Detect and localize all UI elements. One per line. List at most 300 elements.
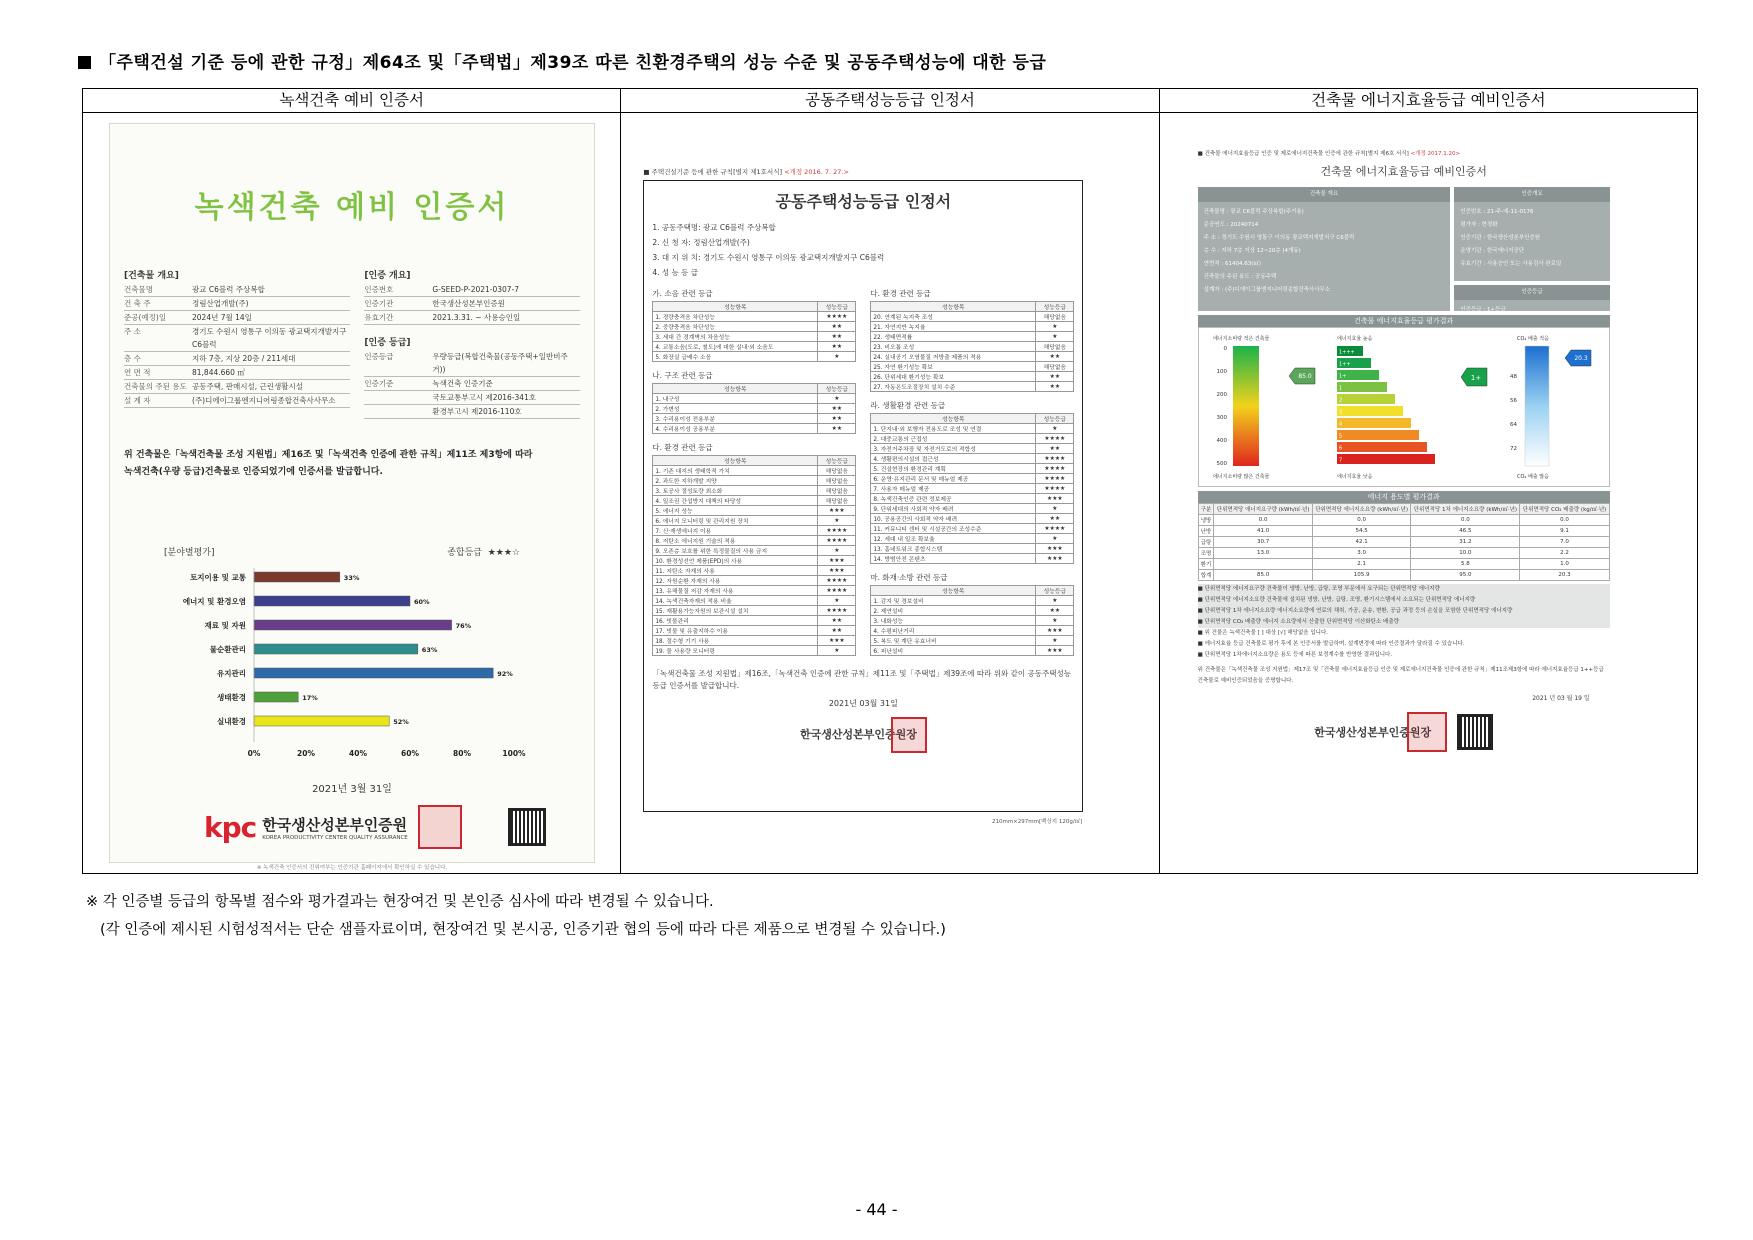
use-cell: 0.0 <box>1520 515 1609 526</box>
grade-row <box>871 494 1074 504</box>
grade-value: ★★ <box>1036 382 1074 392</box>
qr-code <box>1457 714 1493 750</box>
grade-band-label: 7 <box>1338 457 1342 464</box>
grade-group <box>652 370 856 434</box>
left-scale-tick: 200 <box>1216 392 1227 398</box>
grade-value: ★★★★ <box>1036 524 1074 534</box>
bar-value-label: 92% <box>497 670 513 678</box>
grade-item: 7. 신·재생에너지 이용 <box>653 526 818 536</box>
use-row <box>1198 559 1609 570</box>
grade-value: ★ <box>1036 322 1074 332</box>
column-body <box>1160 113 1697 873</box>
top-note-revision: <개정 2017.1.20> <box>1410 151 1461 157</box>
use-cell: 2.2 <box>1520 548 1609 559</box>
grade-band <box>1337 418 1411 428</box>
grade-row <box>653 506 856 516</box>
grade-value: ★★★★ <box>818 312 856 322</box>
grade-table <box>870 413 1074 564</box>
grade-group <box>652 288 856 362</box>
grade-band-label: 6 <box>1338 445 1342 452</box>
grade-header-grade: 성능등급 <box>818 456 856 466</box>
grade-marker-label: 1+ <box>1470 374 1481 382</box>
grade-value: ★★ <box>818 414 856 424</box>
top-note: ■ 주택건설기준 등에 관한 규칙[별지 제1호서식] <box>643 168 783 176</box>
grade-value: 해당없음 <box>818 496 856 506</box>
primary-value: 85.0 <box>1297 373 1312 380</box>
issuer-name-en: KOREA PRODUCTIVITY CENTER QUALITY ASSURANCE <box>262 834 408 841</box>
energy-grade-graphic <box>1199 328 1609 486</box>
grade-header-item: 성능항목 <box>653 456 818 466</box>
top-note-revision: <개정 2016. 7. 27.> <box>784 168 849 176</box>
grade-row <box>871 312 1074 322</box>
use-cell: 조명 <box>1198 548 1214 559</box>
energy-top-note <box>1198 149 1610 157</box>
grade-item: 2. 가변성 <box>653 404 818 414</box>
use-header-cell: 구분 <box>1198 504 1214 515</box>
overview-row <box>124 283 350 297</box>
grade-row <box>871 424 1074 434</box>
use-header-cell: 단위면적당 1차 에너지소요량 (kWh/㎡·년) <box>1411 504 1520 515</box>
grade-band-label: 1+++ <box>1338 349 1355 356</box>
grade-row <box>871 332 1074 342</box>
overall-grade <box>447 545 520 558</box>
grade-value: ★★ <box>818 616 856 626</box>
overview-key: 연 면 적 <box>124 368 151 377</box>
grade-value: ★★★★ <box>1036 464 1074 474</box>
grade-row <box>653 322 856 332</box>
grade-item: 4. 생활편의시설의 접근성 <box>871 454 1036 464</box>
grade-key <box>364 405 432 418</box>
grade-header-row <box>871 302 1074 312</box>
auth-row: 평가자 : 현경화 <box>1460 222 1498 228</box>
grade-item: 24. 실내공기 오염물질 저방출 제품의 적용 <box>871 352 1036 362</box>
grade-value: ★★★ <box>1036 626 1074 636</box>
use-row <box>1198 526 1609 537</box>
energy-issuer-name: 한국생산성본부인증원장 <box>1314 726 1432 739</box>
evaluation-band: 건축물 에너지효율등급 평가결과 <box>1198 315 1610 327</box>
grade-row <box>871 382 1074 392</box>
use-cell: 난방 <box>1198 526 1214 537</box>
grade-title: [인증 등급] <box>364 338 411 348</box>
grade-row <box>871 454 1074 464</box>
bar <box>254 620 452 630</box>
statement-line-1: 위 건축물은「녹색건축물 조성 지원법」제16조 및「녹색건축 인증에 관한 규칙」제11조 제3항에 따라 <box>124 450 533 460</box>
grade-value: 해당없음 <box>818 486 856 496</box>
auth-row <box>364 297 580 311</box>
column-header: 녹색건축 예비 인증서 <box>83 89 620 113</box>
grade-band-label: 5 <box>1338 433 1342 440</box>
statement-line-2: 녹색건축(우량 등급)건축물로 인증되었기에 인증서를 발급합니다. <box>124 467 383 477</box>
grade-item: 7. 사용자 매뉴얼 제공 <box>871 484 1036 494</box>
grade-value: ★★★ <box>1036 544 1074 554</box>
grade-value: ★ <box>818 646 856 656</box>
grade-row <box>653 312 856 322</box>
co2-scale-tick: 64 <box>1509 422 1517 428</box>
energy-note: ■ 단위면적당 CO₂ 배출량 에너지 소요량에서 산출한 단위면적당 이산화탄소 배출량 <box>1198 617 1610 628</box>
category-label: 에너지 및 환경오염 <box>182 597 246 606</box>
grade-header-item: 성능항목 <box>653 384 818 394</box>
grade-group <box>870 288 1074 392</box>
grade-item: 5. 복도 및 계단 유효너비 <box>871 636 1036 646</box>
grade-item: 9. 단위세대의 사회적 약자 배려 <box>871 504 1036 514</box>
grade-table <box>652 383 856 434</box>
grade-value: ★★ <box>818 424 856 434</box>
grade-item: 10. 환경성선언 제품(EPD)의 사용 <box>653 556 818 566</box>
grade-group-title: 가. 소음 관련 등급 <box>652 289 713 298</box>
grade-value: 해당없음 <box>1036 342 1074 352</box>
building-list <box>1204 206 1445 297</box>
use-cell: 1.0 <box>1520 559 1609 570</box>
column-energy-cert <box>1160 89 1697 873</box>
overview-value: (주)디에이그룹엔지니어링종합건축사사무소 <box>192 396 336 405</box>
overview-key: 건 축 주 <box>124 299 151 308</box>
grade-band-label: 1++ <box>1338 361 1351 368</box>
grade-value: ★★★ <box>1036 554 1074 564</box>
co2-value: 20.3 <box>1573 355 1588 362</box>
overview-value: 지하 7층, 지상 20층 / 211세대 <box>192 354 296 363</box>
grade-item: 15. 재활용가능자원의 보관시설 설치 <box>653 606 818 616</box>
use-row <box>1198 548 1609 559</box>
grade-table <box>652 455 856 656</box>
use-header-cell: 단위면적당 에너지요구량 (kWh/㎡·년) <box>1214 504 1312 515</box>
grade-row <box>871 616 1074 626</box>
grade-row <box>653 526 856 536</box>
grade-value: ★★★ <box>818 556 856 566</box>
use-cell: 0.0 <box>1411 515 1520 526</box>
grade-row <box>871 372 1074 382</box>
grade-header-item: 성능항목 <box>871 414 1036 424</box>
use-cell: 합계 <box>1198 570 1214 581</box>
auth-row: 인증번호 : 21-주-예-11-0176 <box>1460 209 1534 215</box>
use-cell: 41.0 <box>1214 526 1312 537</box>
use-cell: 급탕 <box>1198 537 1214 548</box>
auth-row: 유효기간 : 사용승인 또는 사용검사 완료일 <box>1460 261 1562 267</box>
chart-header <box>164 545 520 558</box>
auth-overview <box>364 268 580 419</box>
use-band: 에너지 용도별 평가결과 <box>1198 491 1610 503</box>
grade-header-row <box>653 384 856 394</box>
green-certificate-image <box>109 123 595 871</box>
grade-row <box>653 536 856 546</box>
grade-value: ★★★ <box>1036 494 1074 504</box>
use-cell: 환기 <box>1198 559 1214 570</box>
use-cell: 냉방 <box>1198 515 1214 526</box>
grade-item: 27. 자동온도조절장치 설치 수준 <box>871 382 1036 392</box>
left-scale-tick: 500 <box>1216 461 1227 467</box>
overview-key: 준공(예정)일 <box>124 313 167 322</box>
building-row: 주 소 : 경기도 수원시 영통구 이의동 광교택지개발지구 C6블럭 <box>1203 235 1355 241</box>
use-cell: 0.0 <box>1214 515 1312 526</box>
grade-table <box>870 585 1074 656</box>
grade-row <box>653 626 856 636</box>
category-label: 유지관리 <box>217 669 246 678</box>
bar <box>254 572 340 582</box>
energy-use-table <box>1198 503 1610 581</box>
grade-value: ★ <box>1036 424 1074 434</box>
grade-row <box>653 394 856 404</box>
grade-value: ★ <box>818 596 856 606</box>
overall-stars: ★★★☆ <box>487 548 520 558</box>
grade-band-label: 1+ <box>1338 373 1347 380</box>
grade-value: ★★★★ <box>818 526 856 536</box>
note-2: (각 인증에 제시된 시험성적서는 단순 샘플자료이며, 현장여건 및 본시공, 인증기관 협의 등에 따라 다른 제품으로 변경될 수 있습니다.) <box>100 922 946 938</box>
auth-value: G-SEED-P-2021-0307-7 <box>432 285 520 294</box>
energy-certificate-image <box>1198 149 1610 789</box>
grade-row <box>871 484 1074 494</box>
grade-value: ★★ <box>1036 444 1074 454</box>
grade-item: 8. 녹색건축인증 관련 정보제공 <box>871 494 1036 504</box>
building-row: 연면적 : 61404.63(㎡) <box>1203 261 1261 267</box>
grade-key: 인증기준 <box>364 379 394 388</box>
grade-group-title: 마. 화재·소방 관련 등급 <box>870 573 948 582</box>
green-cert-title: 녹색건축 예비 인증서 <box>194 190 510 225</box>
use-cell <box>1214 559 1312 570</box>
info-line: 4. 성 능 등 급 <box>652 268 698 277</box>
category-label: 실내환경 <box>217 717 246 726</box>
grade-value: ★ <box>818 516 856 526</box>
building-row: 건축물의 주된 용도 : 공동주택 <box>1203 274 1277 280</box>
grade-item: 1. 단지내·외 보행자 전용도로 조성 및 연결 <box>871 424 1036 434</box>
use-row <box>1198 515 1609 526</box>
grade-item: 6. 피난설비 <box>871 646 1036 656</box>
overall-label: 종합등급 <box>447 548 482 558</box>
grade-value: ★★★ <box>818 566 856 576</box>
co2-scale-tick: 72 <box>1509 446 1517 452</box>
grade-columns <box>652 288 1074 664</box>
energy-auth-stack <box>1454 187 1609 311</box>
use-cell: 54.5 <box>1312 526 1410 537</box>
grade-item: 23. 비오톱 조성 <box>871 342 1036 352</box>
overview-key: 설 계 자 <box>124 396 151 405</box>
grade-band <box>1337 442 1427 452</box>
grade-value: ★ <box>1036 596 1074 606</box>
overview-key: 층 수 <box>124 354 141 363</box>
grade-header-row <box>871 586 1074 596</box>
overview-row <box>124 311 350 325</box>
overview-row <box>124 394 350 408</box>
grade-row <box>653 486 856 496</box>
grade-header-item: 성능항목 <box>871 302 1036 312</box>
grade-row <box>871 322 1074 332</box>
grade-row <box>871 504 1074 514</box>
grade-box-title: 인증등급 <box>1454 285 1609 300</box>
grade-line: 인증등급 : 1+등급 <box>1460 307 1506 313</box>
heading-text: 「주택건설 기준 등에 관한 규정」제64조 및「주택법」제39조 따른 친환경주택의 성능 수준 및 공동주택성능에 대한 등급 <box>99 53 1047 73</box>
energy-date: 2021 년 03 월 19 일 <box>1532 695 1590 702</box>
grade-row <box>364 350 580 377</box>
column-body <box>83 113 620 873</box>
grade-header-grade: 성능등급 <box>1036 586 1074 596</box>
grade-item: 11. 커뮤니티 센터 및 시설공간의 조성수준 <box>871 524 1036 534</box>
grade-row <box>653 566 856 576</box>
grade-value: ★★ <box>818 404 856 414</box>
energy-cert-title: 건축물 에너지효율등급 예비인증서 <box>1320 165 1487 178</box>
grade-row <box>871 544 1074 554</box>
grade-row <box>871 626 1074 636</box>
left-scale-tick: 0 <box>1223 346 1227 352</box>
category-bar-chart <box>124 564 580 776</box>
grade-value: 해당없음 <box>818 466 856 476</box>
grade-value: ★★★★ <box>1036 484 1074 494</box>
bar <box>254 692 298 702</box>
use-cell: 95.0 <box>1411 570 1520 581</box>
grade-group-title: 다. 환경 관련 등급 <box>652 443 713 452</box>
category-label: 재료 및 자원 <box>204 621 246 630</box>
energy-grade-box <box>1454 285 1609 311</box>
housing-top-note <box>643 167 1083 176</box>
grade-row <box>871 636 1074 646</box>
qr-code <box>508 808 546 846</box>
grade-value: ★★ <box>1036 606 1074 616</box>
category-label: 생태환경 <box>217 693 246 702</box>
overview-row <box>124 380 350 394</box>
co2-bottom-label: CO₂ 배출 많음 <box>1516 474 1549 480</box>
grade-item: 8. 저탄소 에너지원 기술의 적용 <box>653 536 818 546</box>
grade-item: 22. 생태면적률 <box>871 332 1036 342</box>
grade-value: 우량등급(복합건축물(공동주택+일반비주거)) <box>432 352 568 374</box>
housing-issuer <box>652 717 1074 753</box>
grade-band <box>1337 454 1435 464</box>
grade-item: 2. 과도한 지하개발 지양 <box>653 476 818 486</box>
auth-value: 2021.3.31. ~ 사용승인일 <box>432 313 521 322</box>
overview-list <box>124 283 350 408</box>
grade-row <box>871 534 1074 544</box>
grade-value: ★★ <box>1036 514 1074 524</box>
grade-value: ★★★★ <box>1036 434 1074 444</box>
housing-cert-title: 공동주택성능등급 인정서 <box>775 192 952 211</box>
grade-item: 2. 대중교통의 근접성 <box>871 434 1036 444</box>
grade-item: 18. 절수형 기기 사용 <box>653 636 818 646</box>
column-housing-cert <box>621 89 1159 873</box>
grade-band <box>1337 382 1387 392</box>
use-cell: 2.1 <box>1312 559 1410 570</box>
grade-row <box>653 596 856 606</box>
certificate-table <box>82 88 1698 874</box>
green-cert-statement <box>124 447 580 481</box>
left-scale-tick: 100 <box>1216 369 1227 375</box>
grade-band-label: 2 <box>1338 397 1342 404</box>
grade-value: ★ <box>818 546 856 556</box>
grade-band <box>1337 406 1403 416</box>
grade-item: 11. 저탄소 자재의 사용 <box>653 566 818 576</box>
paper-size: 210mm×297mm[백상지 120g/㎡] <box>991 819 1083 825</box>
auth-list <box>364 283 580 325</box>
issuer-name: 한국생산성본부인증원 <box>262 815 408 834</box>
overview-key: 주 소 <box>124 327 141 336</box>
grade-row <box>653 476 856 486</box>
use-header-cell: 단위면적당 CO₂ 배출량 (kg/㎡·년) <box>1520 504 1609 515</box>
grade-row <box>653 496 856 506</box>
grade-item: 14. 녹색건축자재의 적용 비율 <box>653 596 818 606</box>
overview-value: 정림산업개발(주) <box>192 299 249 308</box>
grade-item: 5. 화장실 급배수 소음 <box>653 352 818 362</box>
grade-row <box>653 556 856 566</box>
auth-title: [인증 개요] <box>364 271 411 281</box>
high-efficiency-label: 에너지효율 높음 <box>1336 336 1373 342</box>
grade-value: 환경부고시 제2016-110호 <box>432 407 522 416</box>
issuer-block <box>124 805 580 849</box>
housing-certificate-image <box>643 167 1083 857</box>
x-tick-label: 20% <box>297 749 315 758</box>
energy-building-box <box>1198 187 1451 311</box>
grade-row <box>653 606 856 616</box>
grade-item: 6. 에너지 모니터링 및 관리지원 장치 <box>653 516 818 526</box>
co2-scale-tick: 56 <box>1509 398 1517 404</box>
grade-header-grade: 성능등급 <box>818 302 856 312</box>
bar-value-label: 17% <box>302 694 318 702</box>
grade-row <box>653 616 856 626</box>
grade-row <box>871 474 1074 484</box>
housing-date: 2021년 03월 31일 <box>828 699 898 708</box>
grade-item: 6. 운영·유지관리 문서 및 매뉴얼 제공 <box>871 474 1036 484</box>
bar-value-label: 52% <box>393 718 409 726</box>
use-cell: 42.1 <box>1312 537 1410 548</box>
use-row <box>1198 537 1609 548</box>
building-overview <box>124 268 350 419</box>
grade-item: 4. 교통소음(도로, 철도)에 대한 실내·외 소음도 <box>653 342 818 352</box>
left-scale-tick: 400 <box>1216 438 1227 444</box>
grade-group <box>652 442 856 656</box>
kpc-logo: kpc <box>204 810 257 844</box>
grade-item: 3. 수리용이성 전용부분 <box>653 414 818 424</box>
grade-value: ★★ <box>818 626 856 636</box>
grade-band <box>1337 430 1419 440</box>
green-cert-footnote: ※ 녹색건축 인증서의 진위여부는 인증기관 홈페이지에서 확인하실 수 있습니다. <box>256 865 448 871</box>
co2-gradient-bar <box>1525 346 1549 466</box>
grade-value: ★★ <box>818 342 856 352</box>
grade-group-title: 다. 환경 관련 등급 <box>870 289 931 298</box>
grade-value: 1+등급 <box>1486 307 1506 313</box>
bar <box>254 668 493 678</box>
grade-item: 12. 세대 내 일조 확보율 <box>871 534 1036 544</box>
section-heading <box>78 48 1046 73</box>
building-box-title: 건축물 개요 <box>1198 187 1451 202</box>
building-row: 준공연도 : 20240714 <box>1203 222 1259 228</box>
grade-band-label: 1 <box>1338 385 1342 392</box>
grade-row <box>364 405 580 419</box>
grade-value: 해당없음 <box>1036 312 1074 322</box>
use-cell: 5.8 <box>1411 559 1520 570</box>
use-header-row <box>1198 504 1609 515</box>
use-cell: 46.5 <box>1411 526 1520 537</box>
overview-value: 81,844.660 ㎡ <box>192 368 245 377</box>
auth-list <box>1460 206 1603 271</box>
energy-note: ■ 단위면적당 1차에너지소요량은 용도 등에 따른 보정계수를 반영한 결과입니다. <box>1197 652 1393 658</box>
overview-title: [건축물 개요] <box>124 271 179 281</box>
building-row: 건축물명 : 광교 C6블럭 주상복합(주거용) <box>1203 209 1304 215</box>
category-label: 물순환관리 <box>209 645 246 654</box>
grade-value: ★★★ <box>1036 646 1074 656</box>
grade-row <box>653 424 856 434</box>
x-tick-label: 100% <box>502 749 526 758</box>
column-body <box>621 113 1158 873</box>
co2-top-label: CO₂ 배출 적음 <box>1516 336 1549 342</box>
bar <box>254 596 410 606</box>
grade-value: ★★★★ <box>818 606 856 616</box>
energy-note: ■ 단위면적당 에너지소요량 건축물에 설치된 냉방, 난방, 급탕, 조명, 환기시스템에서 소요되는 단위면적당 에너지량 <box>1198 595 1610 606</box>
grade-item: 13. 유해물질 저감 자재의 사용 <box>653 586 818 596</box>
bar <box>254 716 389 726</box>
x-tick-label: 80% <box>453 749 471 758</box>
co2-scale-tick: 48 <box>1509 374 1517 380</box>
grade-row <box>871 514 1074 524</box>
grade-value: ★ <box>1036 332 1074 342</box>
grade-header-grade: 성능등급 <box>818 384 856 394</box>
grade-row <box>653 546 856 556</box>
grade-item: 3. 자전거주차장 및 자전거도로의 적합성 <box>871 444 1036 454</box>
auth-key: 인증기관 <box>364 299 394 308</box>
grade-value: 해당없음 <box>1036 362 1074 372</box>
